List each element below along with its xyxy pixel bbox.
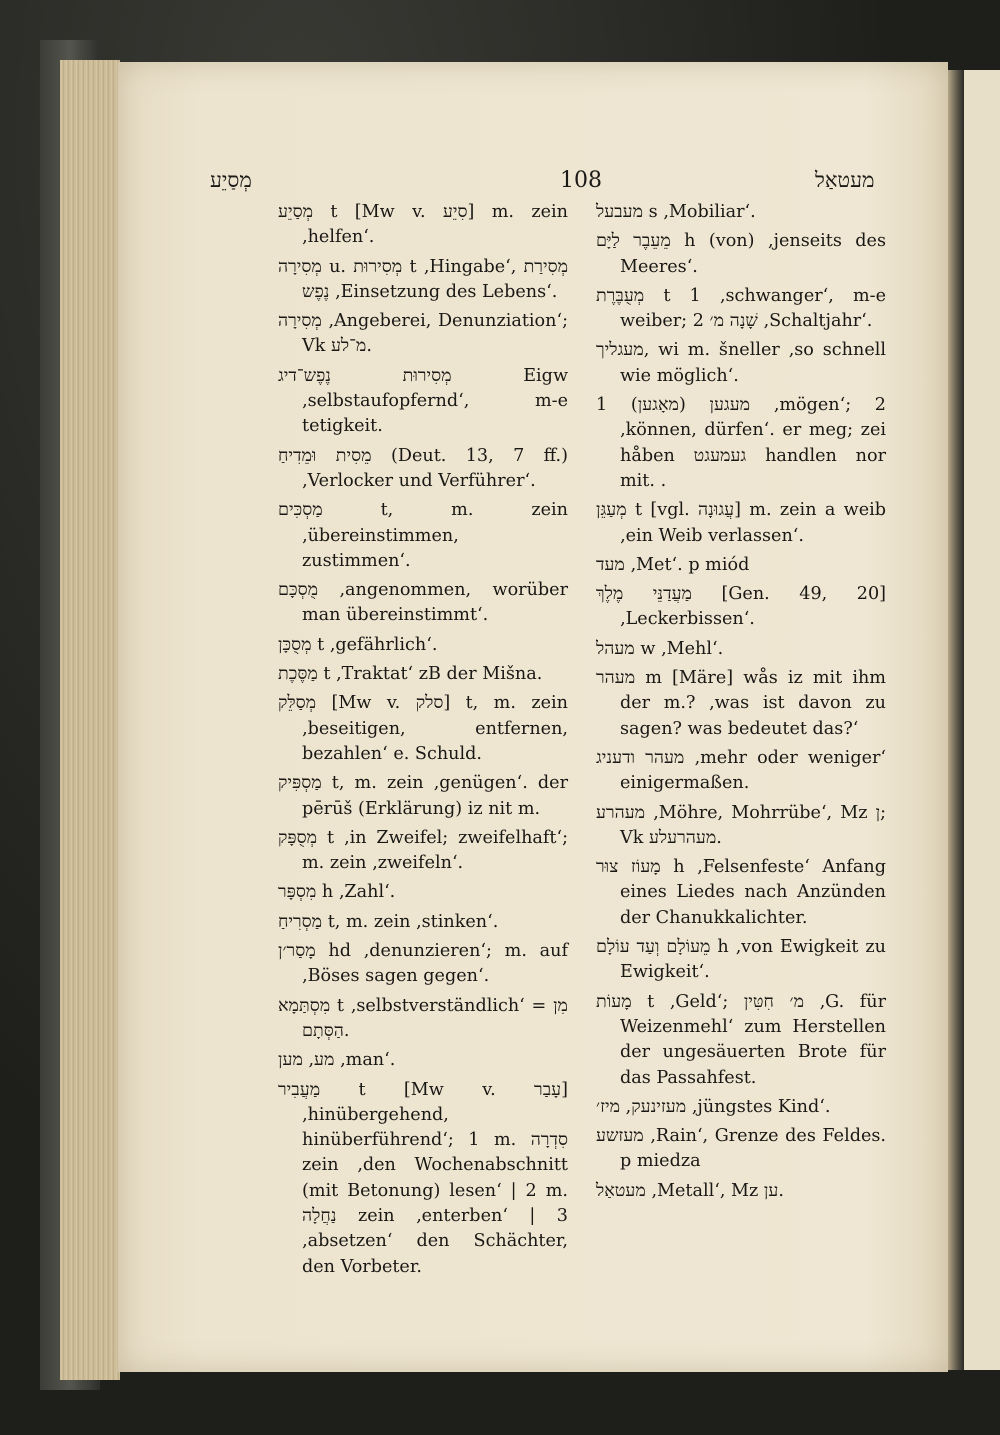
page-number: 108 <box>560 168 602 193</box>
dictionary-entry: מעזינעק, מיז׳ ‚jüngstes Kind‘. <box>596 1096 831 1117</box>
dictionary-entry: מַעֲבִיר t [Mw v. עָבַר] ‚hinübergehend, hinüberführend‘; 1 m. סִדְרָה zein ‚den Wochenabschnitt (mit Betonung) lesen‘ | 2 m. נַחֲלָה zein ‚enterben‘ | 3 ‚absetzen‘ den Schächter, den Vorbeter. <box>278 1079 568 1277</box>
dictionary-entry: מְסִירוּת נֶפֶש־דיג Eigw ‚selbstaufopfernd‘, m-e tetigkeit. <box>278 365 569 437</box>
page-edges <box>60 60 120 1380</box>
dictionary-entry: מְסֻכָּן t ‚gefährlich‘. <box>278 634 438 655</box>
dictionary-entry: מַסְרִיחַ t, m. zein ‚stinken‘. <box>278 911 499 932</box>
dictionary-entry: מע, מען ‚man‘. <box>278 1050 396 1071</box>
dictionary-entry: מָסַר׳ן hd ‚denunzieren‘; m. auf ‚Böses sagen gegen‘. <box>278 941 568 987</box>
dictionary-entry: מְסַיֵע t [Mw v. סִיֵע] m. zein ‚helfen‘. <box>278 202 569 248</box>
dictionary-entry: מעהר m [Märe] wås iz mit ihm der m.? ‚was ist davon zu sagen? was bedeutet das?‘ <box>596 668 886 739</box>
dictionary-entry: מַסֶּכֶת t ‚Traktat‘ zB der Mišna. <box>278 664 543 685</box>
dictionary-entry: מְסֻפָּק t ‚in Zweifel; zweifelhaft‘; m. zein ‚zweifeln‘. <box>278 827 568 874</box>
book-gutter <box>948 70 964 1370</box>
running-head-right: מעטאַל <box>815 168 875 192</box>
dictionary-entry: מְסִירָה ‚Angeberei, Denunziation‘; Vk מ־לע. <box>278 311 568 357</box>
running-head-left: מְסַיֵע <box>210 168 252 192</box>
left-column <box>278 200 568 1284</box>
dictionary-entry: מֻסְכָּם ‚angenommen, worüber man übereinstimmt‘. <box>278 580 568 626</box>
dictionary-entry: מִסְפָּר h ‚Zahl‘. <box>278 882 396 903</box>
dictionary-entry: מְעֻבֶּרֶת t 1 ‚schwanger‘, m-e weiber; 2 שָׁנָה מ׳ ‚Schaltjahr‘. <box>596 285 886 332</box>
dictionary-entry: מֵעוֹלָם וְעַד עוֹלָם h ‚von Ewigkeit zu Ewigkeit‘. <box>596 937 886 983</box>
dictionary-entry: מְסַלֵּק [Mw v. סלק] t, m. zein ‚beseitigen, entfernen, bezahlen‘ e. Schuld. <box>278 693 568 764</box>
dictionary-entry: מִסְתַּמָא t ‚selbstverständlich‘ = מִן הַסְּתָם. <box>278 995 568 1041</box>
dictionary-entry: מַעֲדַנֵּי מֶלֶךְ [Gen. 49, 20] ‚Leckerbissen‘. <box>596 584 887 630</box>
dictionary-entry: מֵעֵבֶר לַיָּם h (von) ‚jenseits des Meeres‘. <box>596 231 887 277</box>
dictionary-entry: מעבעל s ‚Mobiliar‘. <box>596 202 756 222</box>
dictionary-entry: מעד ‚Met‘. p miód <box>596 554 750 575</box>
dictionary-entry: מַסְפִּיק t, m. zein ‚genügen‘. der pērūš (Erklärung) iz nit m. <box>278 773 568 819</box>
dictionary-entry: מְסִירָה u. מְסִירוּת t ‚Hingabe‘, מְסִירַת נֶפֶש ‚Einsetzung des Lebens‘. <box>278 256 569 302</box>
dictionary-entry: מעזשע ‚Rain‘, Grenze des Feldes. p miedza <box>596 1126 886 1172</box>
dictionary-entry: מעהרע ‚Möhre, Mohrrübe‘, Mz ן; Vk מעהרעלע. <box>596 802 886 848</box>
dictionary-entry: מעגליך, wi m. šneller ‚so schnell wie möglich‘. <box>596 340 886 386</box>
dictionary-entry: מֵסִית וּמֵדִיחַ (Deut. 13, 7 ff.) ‚Verlocker und Verführer‘. <box>278 445 569 491</box>
dictionary-entry: מַסְכִּים t, m. zein ‚übereinstimmen, zustimmen‘. <box>278 500 568 571</box>
dictionary-entry: מעטאַל ‚Metall‘, Mz ען. <box>596 1180 784 1201</box>
facing-page-edge <box>964 70 1000 1370</box>
dictionary-entry: מעהל w ‚Mehl‘. <box>596 638 724 659</box>
dictionary-entry: מָעוֹת t ‚Geld‘; מ׳ חִטִּין ‚G. für Weizenmehl‘ zum Herstellen der ungesäuerten Brote für das Passahfest. <box>596 991 886 1088</box>
dictionary-entry: מְעַגֵּן t [vgl. עֲגוּנָה] m. zein a weib ‚ein Weib verlassen‘. <box>596 500 887 546</box>
dictionary-entry: מעגען (מאָגען) 1 ‚mögen‘; 2 ‚können, dürfen‘. er meg; zei håben געמעגט handlen nor mit. . <box>596 395 887 491</box>
dictionary-entry: מעהר ודעניג ‚mehr oder weniger‘ einigermaßen. <box>596 747 886 794</box>
dictionary-entry: מָעוֹז צוּר h ‚Felsenfeste‘ Anfang eines Liedes nach Anzünden der Chanukkalichter. <box>596 857 887 928</box>
right-column <box>596 200 886 1208</box>
